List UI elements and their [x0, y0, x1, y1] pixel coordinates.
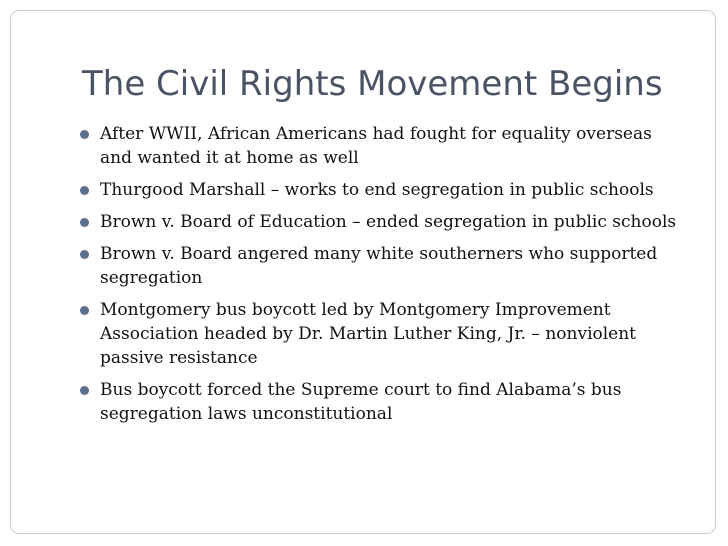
- bullet-item: [80, 178, 680, 202]
- bullet-list: [80, 122, 680, 434]
- bullet-item: [80, 242, 680, 290]
- bullet-dot-icon: [80, 130, 89, 139]
- bullet-dot-icon: [80, 250, 89, 259]
- slide-title: The Civil Rights Movement Begins: [82, 64, 663, 104]
- bullet-item: [80, 122, 680, 170]
- bullet-dot-icon: [80, 306, 89, 315]
- bullet-text: Brown v. Board of Education – ended segregation in public schools: [100, 212, 677, 232]
- bullet-dot-icon: [80, 218, 89, 227]
- bullet-text: Montgomery bus boycott led by Montgomery Improvement Association headed by Dr. Martin Luther King, Jr. – nonviolent passive resistance: [100, 300, 637, 368]
- bullet-text: Thurgood Marshall – works to end segregation in public schools: [100, 180, 654, 200]
- bullet-item: [80, 210, 680, 234]
- bullet-text: Brown v. Board angered many white southerners who supported segregation: [100, 244, 658, 288]
- bullet-item: [80, 298, 680, 370]
- bullet-text: After WWII, African Americans had fought for equality overseas and wanted it at home as well: [100, 124, 652, 168]
- bullet-item: [80, 378, 680, 426]
- bullet-dot-icon: [80, 386, 89, 395]
- bullet-text: Bus boycott forced the Supreme court to find Alabama’s bus segregation laws unconstitutional: [100, 380, 622, 424]
- bullet-dot-icon: [80, 186, 89, 195]
